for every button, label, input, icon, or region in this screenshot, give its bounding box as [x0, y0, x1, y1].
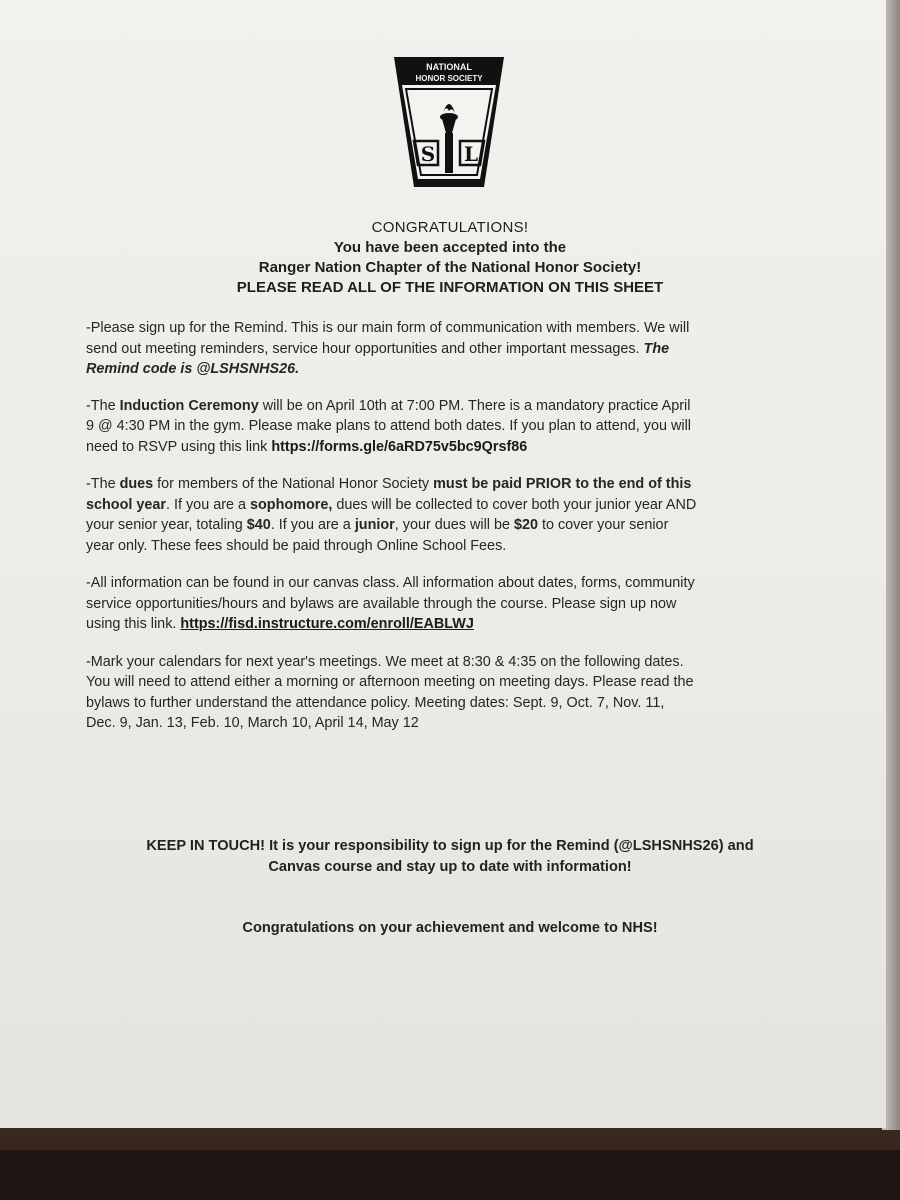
logo-letter-l: L [463, 142, 479, 166]
header-chapter: Ranger Nation Chapter of the National Honor Society! [258, 259, 642, 276]
meetings-paragraph: -Mark your calendars for next year's meetings. We meet at 8:30 & 4:35 on the following dates. You will need to attend either a morning or afternoon meeting on meeting days. Please read the bylaws to further understand the attendance policy. Meeting dates: Sept. 9, Oct. 7, Nov. 11, Dec. 9, Jan. 13, Feb. 10, March 10, April 14, May 12 [86, 652, 792, 734]
header-accepted: You have been accepted into the [333, 239, 567, 256]
table-shadow [0, 1150, 900, 1200]
rsvp-link[interactable]: https://forms.gle/6aRD75v5bc9Qrsf86 [271, 438, 528, 455]
letter-body [86, 318, 792, 751]
meeting-dates: Dec. 9, Jan. 13, Feb. 10, March 10, April 14, May 12 [86, 715, 419, 731]
letter-header [60, 218, 840, 298]
closing-congratulations: Congratulations on your achievement and welcome to NHS! [242, 920, 658, 936]
logo-text-national: NATIONAL [426, 62, 472, 72]
remind-code-label: The [643, 340, 670, 357]
logo-letter-s: S [420, 142, 436, 166]
induction-ceremony-label: Induction Ceremony [119, 397, 259, 414]
nhs-keystone-logo [392, 55, 506, 189]
sophomore-dues-amount: $40 [246, 517, 271, 533]
canvas-paragraph: -All information can be found in our canvas class. All information about dates, forms, community service opportunities/hours and bylaws are available through the course. Please sign up now using this link. https://fisd.instructure.com/enroll/EABLWJ [86, 575, 695, 632]
induction-paragraph: -The Induction Ceremony will be on April 10th at 7:00 PM. There is a mandatory practice April 9 @ 4:30 PM in the gym. Please make plans to attend both dates. If you plan to attend, you will need to RSVP using this link https://forms.gle/6aRD75v5bc9Qrsf86 [86, 397, 691, 455]
keep-in-touch-note: KEEP IN TOUCH! It is your responsibility to sign up for the Remind (@LSHSNHS26) and Canvas course and stay up to date with information! [146, 838, 754, 875]
header-congratulations: CONGRATULATIONS! [371, 219, 529, 236]
logo-text-honor-society: HONOR SOCIETY [415, 74, 483, 83]
dues-paragraph: -The dues for members of the National Honor Society must be paid PRIOR to the end of this school year. If you are a sophomore, dues will be collected to cover both your junior year AND your senior year, totaling $40. If you are a junior, your dues will be $20 to cover your senior year only. These fees should be paid through Online School Fees. [86, 476, 697, 554]
remind-paragraph: -Please sign up for the Remind. This is our main form of communication with members. We will send out meeting reminders, service hour opportunities and other important messages. The Remind code is @LSHSNHS26. [86, 320, 690, 377]
junior-dues-amount: $20 [513, 517, 538, 533]
canvas-enroll-link[interactable]: https://fisd.instructure.com/enroll/EABLWJ [180, 616, 474, 632]
remind-code: Remind code is @LSHSNHS26. [86, 361, 300, 377]
header-read-all: PLEASE READ ALL OF THE INFORMATION ON THIS SHEET [236, 279, 664, 296]
